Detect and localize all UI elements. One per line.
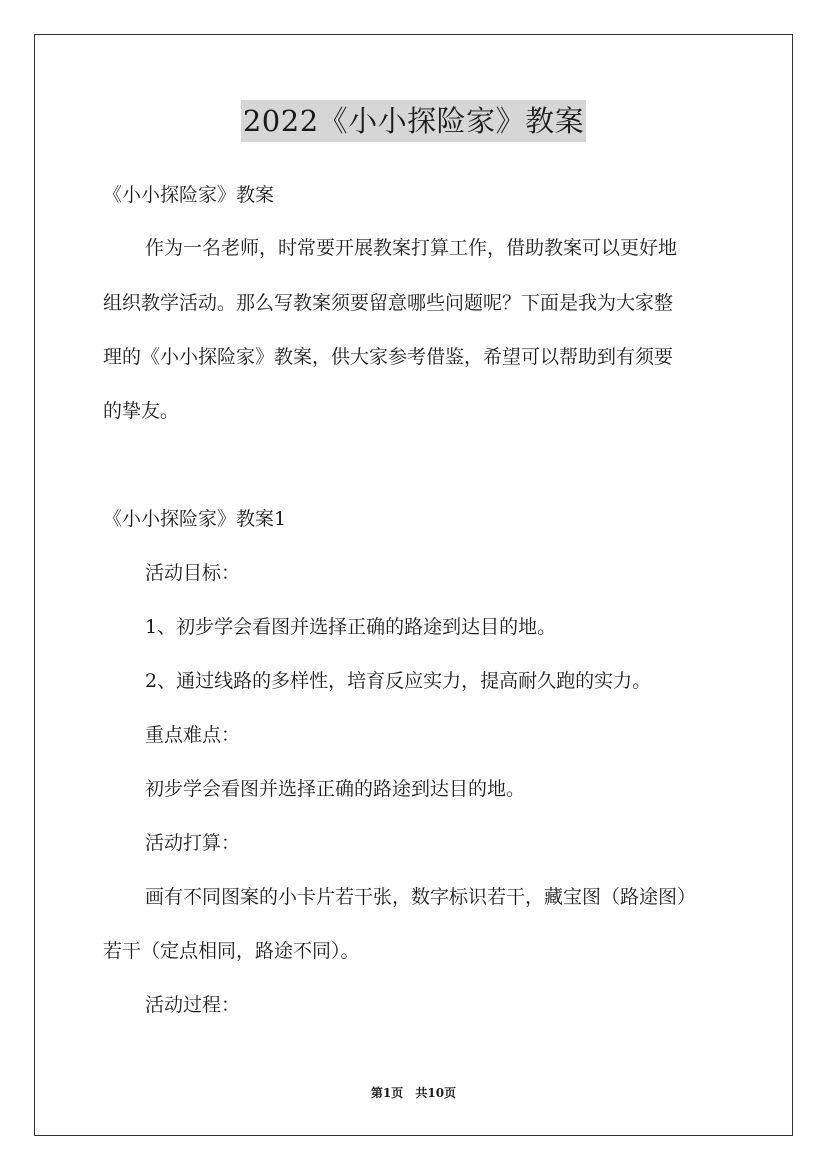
intro-line-4: 的挚友。 [103, 400, 180, 422]
key-points-text: 初步学会看图并选择正确的路途到达目的地。 [145, 778, 526, 800]
intro-line-3: 理的《小小探险家》教案，供大家参考借鉴，希望可以帮助到有须要 [103, 346, 674, 368]
goal-item-1: 1、初步学会看图并选择正确的路途到达目的地。 [145, 616, 557, 638]
goal-item-2: 2、通过线路的多样性，培育反应实力，提高耐久跑的实力。 [145, 670, 652, 692]
goals-heading: 活动目标： [145, 562, 241, 584]
preparation-heading: 活动打算： [145, 832, 241, 854]
page-footer [0, 1084, 827, 1102]
section-heading: 《小小探险家》教案1 [103, 508, 287, 530]
preparation-line-2: 若干（定点相同，路途不同）。 [103, 940, 360, 962]
title-container [0, 100, 827, 142]
total-pages: 共10页 [415, 1086, 457, 1100]
document-subtitle: 《小小探险家》教案 [103, 184, 275, 206]
document-title: 2022《小小探险家》教案 [241, 100, 586, 142]
intro-line-2: 组织教学活动。那么写教案须要留意哪些问题呢？下面是我为大家整 [103, 292, 674, 314]
process-heading: 活动过程： [145, 994, 241, 1016]
page-number: 第1页 [370, 1086, 404, 1100]
preparation-line-1: 画有不同图案的小卡片若干张，数字标识若干，藏宝图（路途图） [145, 886, 697, 908]
intro-line-1: 作为一名老师，时常要开展教案打算工作，借助教案可以更好地 [145, 237, 678, 259]
key-points-heading: 重点难点： [145, 724, 241, 746]
